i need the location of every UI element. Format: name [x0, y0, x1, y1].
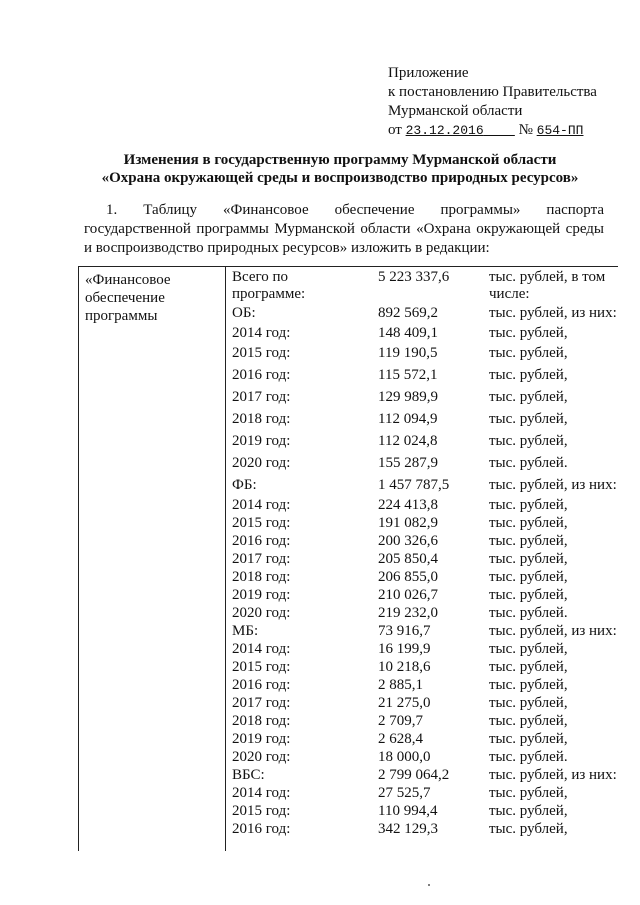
row-category: 2015 год:: [232, 345, 291, 361]
row-amount: 2 709,7: [378, 713, 423, 729]
row-unit: тыс. рублей,: [489, 389, 568, 405]
row-unit: тыс. рублей,: [489, 551, 568, 567]
table-row: [232, 587, 618, 605]
table-row: [232, 767, 618, 785]
row-amount: 155 287,9: [378, 455, 438, 471]
row-category: 2014 год:: [232, 785, 291, 801]
row-amount: 112 024,8: [378, 433, 438, 449]
row-category: 2014 год:: [232, 497, 291, 513]
row-category: 2019 год:: [232, 731, 291, 747]
table-row: [232, 325, 618, 345]
row-amount: 2 885,1: [378, 677, 423, 693]
intro-paragraph: [84, 201, 604, 258]
row-amount: 110 994,4: [378, 803, 438, 819]
row-unit: тыс. рублей,: [489, 433, 568, 449]
row-unit: тыс. рублей,: [489, 533, 568, 549]
row-amount: 16 199,9: [378, 641, 431, 657]
row-category: ОБ:: [232, 305, 256, 321]
row-category: МБ:: [232, 623, 259, 639]
date-prefix: от: [388, 122, 402, 138]
table-row: [232, 623, 618, 641]
row-amount: 119 190,5: [378, 345, 438, 361]
row-unit: тыс. рублей, из них:: [489, 477, 617, 493]
row-amount: 148 409,1: [378, 325, 438, 341]
row-amount: 129 989,9: [378, 389, 438, 405]
row-category: 2017 год:: [232, 695, 291, 711]
table-row: [232, 821, 618, 839]
financing-values-cell: [226, 267, 619, 852]
row-category: 2018 год:: [232, 569, 291, 585]
row-unit: тыс. рублей.: [489, 605, 568, 621]
row-unit: тыс. рублей,: [489, 677, 568, 693]
row-amount: 10 218,6: [378, 659, 431, 675]
row-category: 2016 год:: [232, 533, 291, 549]
row-amount: 200 326,6: [378, 533, 438, 549]
row-amount: 892 569,2: [378, 305, 438, 321]
row-unit: тыс. рублей,: [489, 345, 568, 361]
row-unit: тыс. рублей,: [489, 803, 568, 819]
document-title: [40, 151, 640, 187]
attachment-line-1: Приложение: [388, 65, 469, 81]
row-category: ВБС:: [232, 767, 265, 783]
row-category: 2017 год:: [232, 551, 291, 567]
row-amount: 219 232,0: [378, 605, 438, 621]
intro-rest: государственной программы Мурманской области «Охрана окружающей среды и воспроизводство природных ресурсов» изложить в редакции:: [84, 221, 604, 256]
number-prefix: №: [518, 122, 533, 138]
row-amount: 224 413,8: [378, 497, 438, 513]
table-row: [232, 569, 618, 587]
table-row: [232, 477, 618, 497]
row-unit: тыс. рублей.: [489, 455, 568, 471]
row-amount: 27 525,7: [378, 785, 431, 801]
table-row: [232, 749, 618, 767]
row-category: ФБ:: [232, 477, 257, 493]
row-amount: 112 094,9: [378, 411, 438, 427]
row-category: 2015 год:: [232, 659, 291, 675]
decree-number: 654-ПП: [536, 123, 584, 138]
table-row: [232, 677, 618, 695]
row-unit: тыс. рублей,: [489, 641, 568, 657]
row-category: 2020 год:: [232, 749, 291, 765]
table-row: [232, 497, 618, 515]
title-line-2: «Охрана окружающей среды и воспроизводство природных ресурсов»: [101, 170, 579, 186]
row-category: 2016 год:: [232, 821, 291, 837]
attachment-line-2: к постановлению Правительства: [388, 84, 597, 100]
row-unit: тыс. рублей,: [489, 695, 568, 711]
row-amount: 191 082,9: [378, 515, 438, 531]
table-row: [232, 731, 618, 749]
row-unit: тыс. рублей,: [489, 587, 568, 603]
row-category: 2016 год:: [232, 367, 291, 383]
attachment-header: [388, 64, 628, 140]
row-category: 2017 год:: [232, 389, 291, 405]
table-row: [232, 785, 618, 803]
row-category: 2018 год:: [232, 411, 291, 427]
row-amount: 115 572,1: [378, 367, 438, 383]
row-category: 2020 год:: [232, 605, 291, 621]
table-row: [232, 551, 618, 569]
row-amount: 5 223 337,6: [378, 269, 450, 285]
financing-table: [78, 266, 618, 851]
row-category: 2020 год:: [232, 455, 291, 471]
row-amount: 1 457 787,5: [378, 477, 450, 493]
table-row: [232, 659, 618, 677]
table-row: [232, 515, 618, 533]
table-row: [232, 433, 618, 455]
table-row: [232, 367, 618, 389]
row-unit: тыс. рублей,: [489, 713, 568, 729]
row-unit: тыс. рублей,: [489, 821, 568, 837]
table-row: [232, 345, 618, 367]
table-row: [232, 411, 618, 433]
title-line-1: Изменения в государственную программу Мурманской области: [123, 152, 557, 168]
table-row: [232, 533, 618, 551]
row-unit: тыс. рублей,: [489, 367, 568, 383]
scan-dot: [428, 884, 430, 886]
row-unit: тыс. рублей,: [489, 659, 568, 675]
row-category: 2019 год:: [232, 587, 291, 603]
table-row: [232, 641, 618, 659]
row-unit: тыс. рублей,: [489, 497, 568, 513]
financing-label-cell: «Финансовое обеспечение программы: [79, 267, 226, 852]
row-category: 2015 год:: [232, 803, 291, 819]
table-row: [232, 803, 618, 821]
intro-line-1: 1. Таблицу «Финансовое обеспечение программы» паспорта: [106, 202, 604, 218]
row-category: 2014 год:: [232, 325, 291, 341]
row-unit: тыс. рублей,: [489, 325, 568, 341]
row-category: 2015 год:: [232, 515, 291, 531]
row-amount: 205 850,4: [378, 551, 438, 567]
row-unit: тыс. рублей.: [489, 749, 568, 765]
table-row: [232, 305, 618, 325]
row-category: 2019 год:: [232, 433, 291, 449]
table-row: [232, 389, 618, 411]
row-amount: 342 129,3: [378, 821, 438, 837]
row-amount: 206 855,0: [378, 569, 438, 585]
row-category: 2014 год:: [232, 641, 291, 657]
row-amount: 18 000,0: [378, 749, 431, 765]
attachment-date-number: [388, 121, 628, 140]
attachment-line-3: Мурманской области: [388, 103, 523, 119]
table-row: [232, 605, 618, 623]
financing-rows: [232, 269, 618, 839]
table-row: [232, 455, 618, 477]
row-unit: тыс. рублей,: [489, 569, 568, 585]
row-unit: тыс. рублей,: [489, 515, 568, 531]
decree-date: 23.12.2016: [405, 123, 484, 138]
row-amount: 73 916,7: [378, 623, 431, 639]
row-unit: тыс. рублей, из них:: [489, 623, 617, 639]
row-category: 2016 год:: [232, 677, 291, 693]
row-unit: тыс. рублей, из них:: [489, 767, 617, 783]
table-row: [232, 695, 618, 713]
row-amount: 2 799 064,2: [378, 767, 450, 783]
table-row: [232, 713, 618, 731]
row-unit: тыс. рублей,: [489, 731, 568, 747]
table-row: [232, 269, 618, 305]
row-unit: тыс. рублей,: [489, 411, 568, 427]
row-amount: 2 628,4: [378, 731, 423, 747]
row-unit: тыс. рублей, в том числе:: [489, 269, 606, 302]
row-amount: 21 275,0: [378, 695, 431, 711]
row-unit: тыс. рублей,: [489, 785, 568, 801]
row-amount: 210 026,7: [378, 587, 438, 603]
row-category: Всего по программе:: [232, 269, 306, 302]
row-unit: тыс. рублей, из них:: [489, 305, 617, 321]
row-category: 2018 год:: [232, 713, 291, 729]
